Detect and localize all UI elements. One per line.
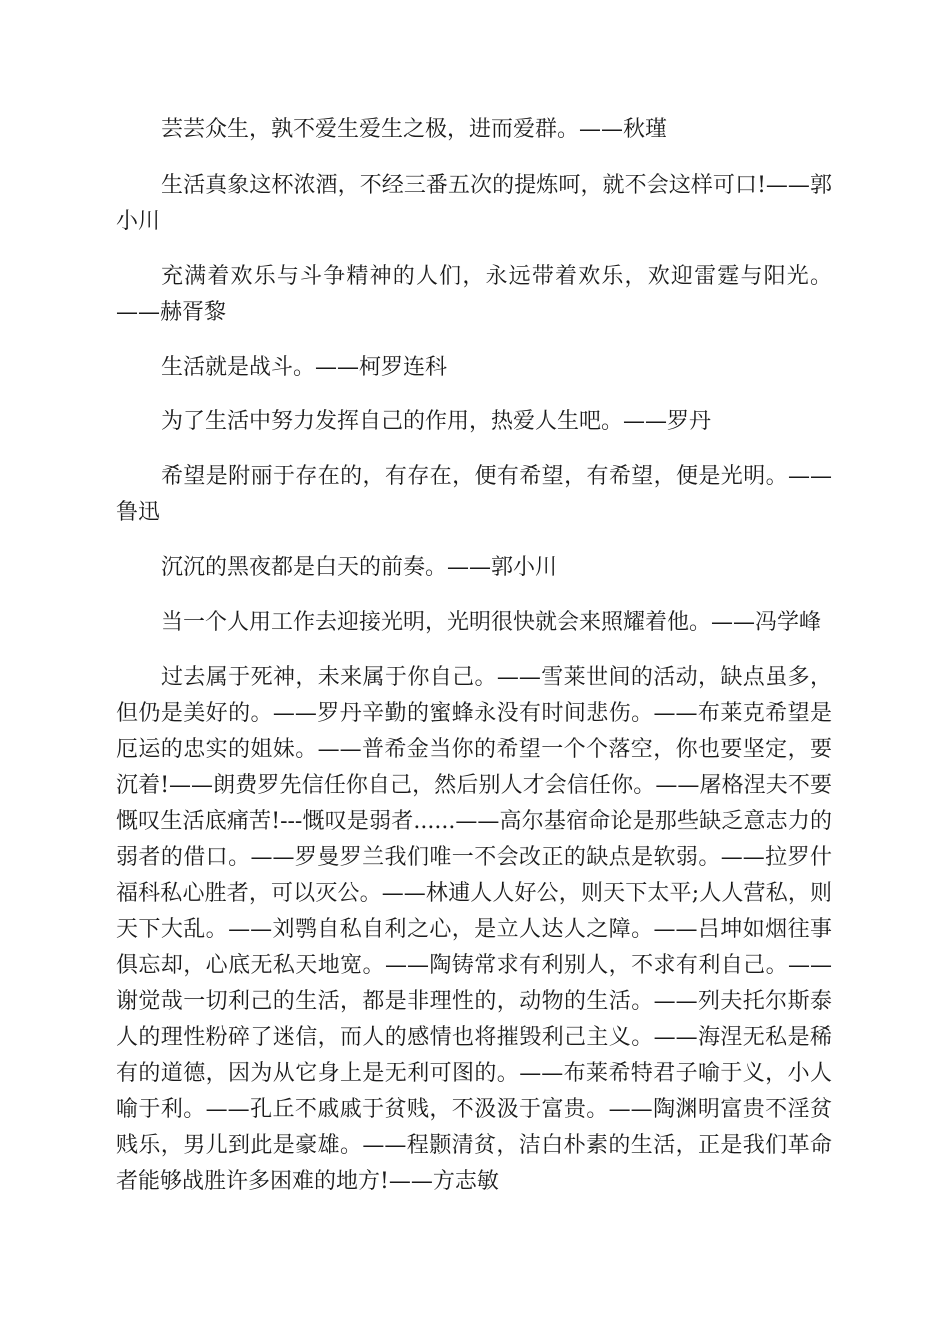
quote-paragraph: 生活真象这杯浓酒，不经三番五次的提炼呵，就不会这样可口!——郭小川 <box>116 173 832 234</box>
quote-paragraph: 当一个人用工作去迎接光明，光明很快就会来照耀着他。——冯学峰 <box>161 610 822 635</box>
quote-paragraph: 芸芸众生，孰不爱生爱生之极，进而爱群。——秋瑾 <box>161 117 668 142</box>
quote-paragraph-long: 过去属于死神，未来属于你自己。——雪莱世间的活动，缺点虽多，但仍是美好的。——罗丹辛勤的蜜蜂永没有时间悲伤。——布莱克希望是厄运的忠实的姐妹。——普希金当你的希望一个个落空，你也要坚定，要沉着!——朗费罗先信任你自己，然后别人才会信任你。——屠格涅夫不要慨叹生活底痛苦!---慨叹是弱者......——高尔基宿命论是那些缺乏意志力的弱者的借口。——罗曼罗兰我们唯一不会改正的缺点是软弱。——拉罗什福科私心胜者，可以灭公。——林逋人人好公，则天下太平;人人营私，则天下大乱。——刘鹗自私自利之心，是立人达人之障。——吕坤如烟往事俱忘却，心底无私天地宽。——陶铸常求有利别人，不求有利自己。——谢觉哉一切利己的生活，都是非理性的，动物的生活。——列夫托尔斯泰人的理性粉碎了迷信，而人的感情也将摧毁利己主义。——海涅无私是稀有的道德，因为从它身上是无利可图的。——布莱希特君子喻于义，小人喻于利。——孔丘不戚戚于贫贱，不汲汲于富贵。——陶渊明富贵不淫贫贱乐，男儿到此是豪雄。——程颢清贫，洁白朴素的生活，正是我们革命者能够战胜许多困难的地方!——方志敏 <box>116 665 832 1194</box>
quote-paragraph: 为了生活中努力发挥自己的作用，热爱人生吧。——罗丹 <box>161 409 712 434</box>
quote-paragraph: 希望是附丽于存在的，有存在，便有希望，有希望，便是光明。——鲁迅 <box>116 464 832 525</box>
quote-paragraph: 沉沉的黑夜都是白天的前奏。——郭小川 <box>161 555 558 580</box>
quote-paragraph: 生活就是战斗。——柯罗连科 <box>161 355 448 380</box>
quote-paragraph: 充满着欢乐与斗争精神的人们，永远带着欢乐，欢迎雷霆与阳光。——赫胥黎 <box>116 264 832 325</box>
